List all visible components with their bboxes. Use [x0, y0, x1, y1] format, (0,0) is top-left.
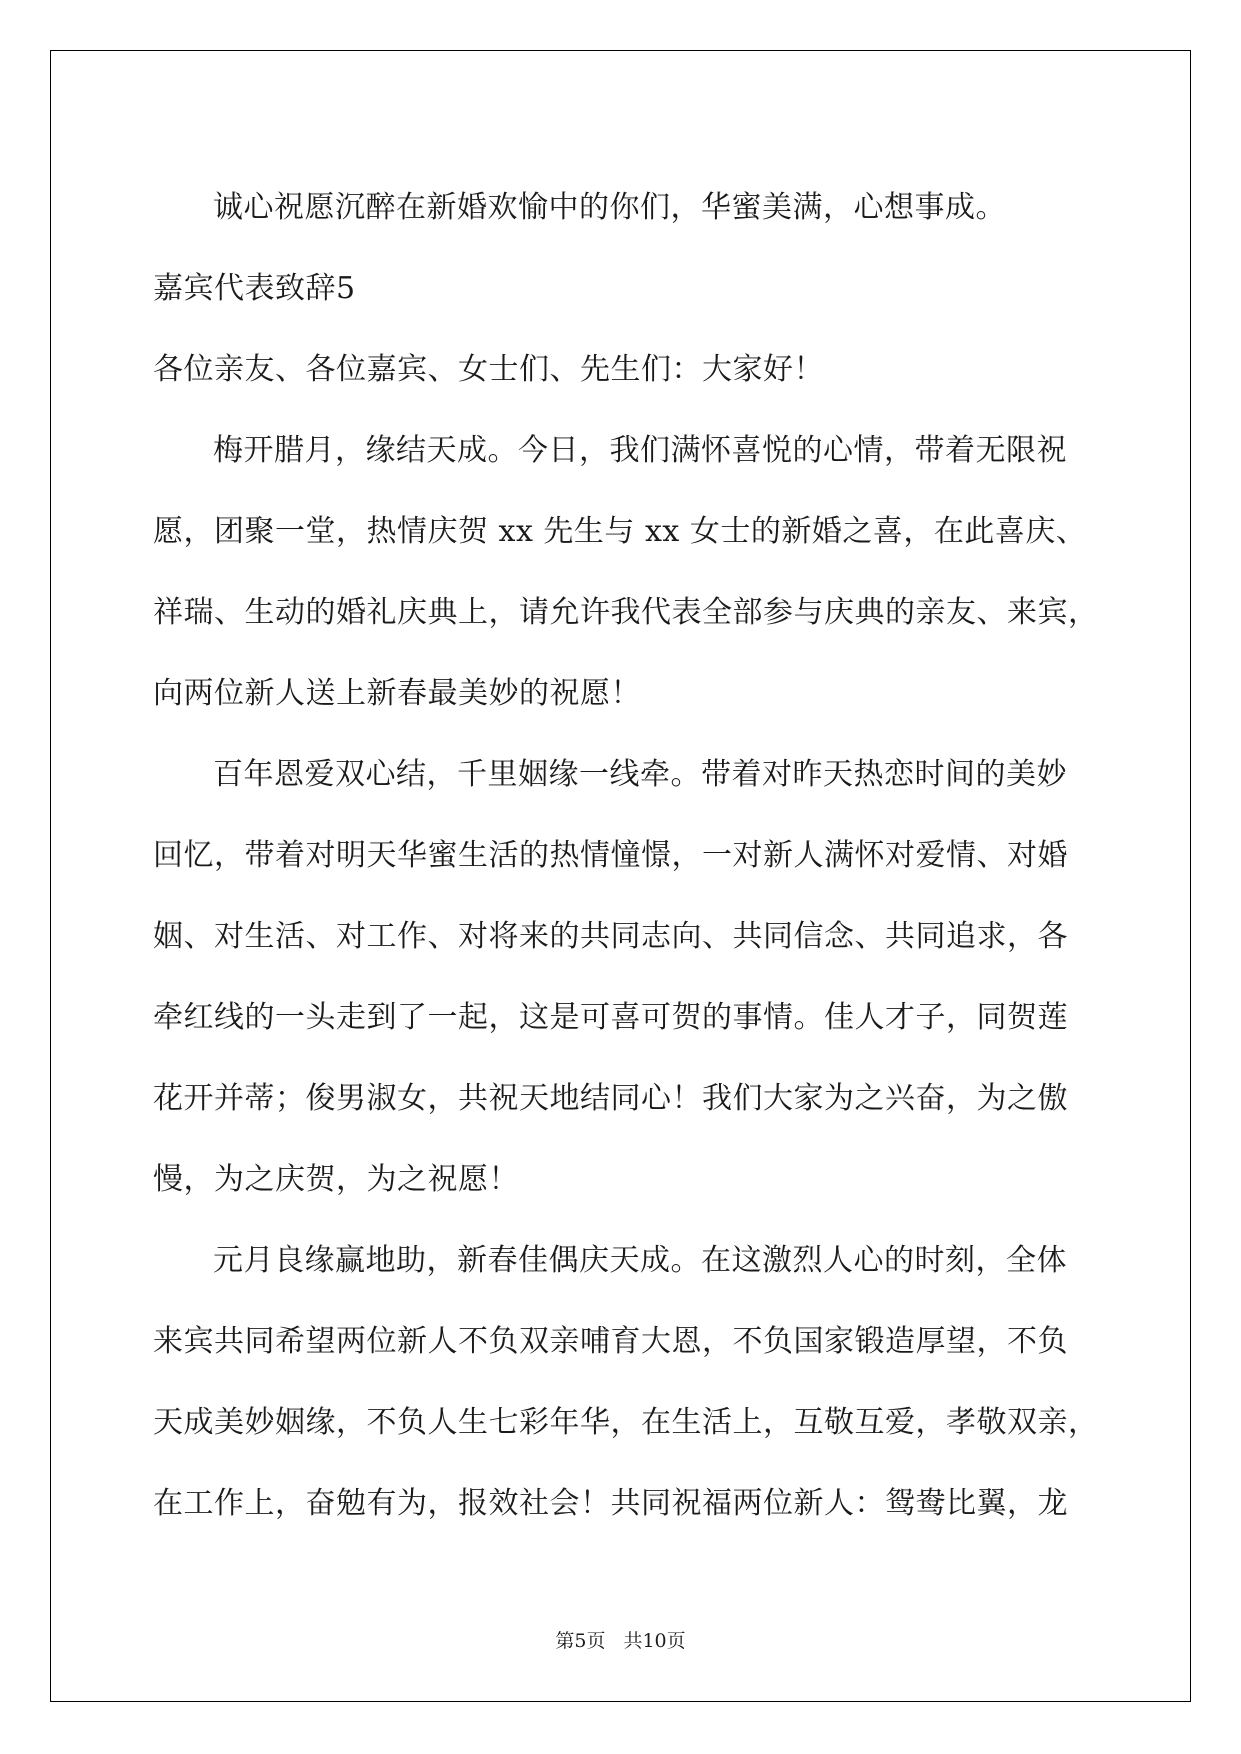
- paragraph-line: 天成美妙姻缘，不负人生七彩年华，在生活上，互敬互爱，孝敬双亲，: [153, 1405, 1099, 1440]
- paragraph-line: 祥瑞、生动的婚礼庆典上，请允许我代表全部参与庆典的亲友、来宾，: [153, 595, 1099, 630]
- page-total: 共10页: [623, 1630, 686, 1652]
- salutation-line: 各位亲友、各位嘉宾、女士们、先生们：大家好！: [153, 352, 824, 387]
- paragraph-line: 在工作上，奋勉有为，报效社会！共同祝福两位新人：鸳鸯比翼，龙: [153, 1486, 1068, 1521]
- paragraph-line: 愿，团聚一堂，热情庆贺 xx 先生与 xx 女士的新婚之喜，在此喜庆、: [153, 514, 1087, 549]
- paragraph-line: 来宾共同希望两位新人不负双亲哺育大恩，不负国家锻造厚望，不负: [153, 1324, 1068, 1359]
- paragraph-line: 梅开腊月，缘结天成。今日，我们满怀喜悦的心情，带着无限祝: [213, 433, 1067, 468]
- paragraph-line: 回忆，带着对明天华蜜生活的热情憧憬，一对新人满怀对爱情、对婚: [153, 838, 1068, 873]
- paragraph-line: 元月良缘赢地助，新春佳偶庆天成。在这激烈人心的时刻，全体: [213, 1243, 1067, 1278]
- section-heading: 嘉宾代表致辞5: [153, 271, 356, 306]
- page-number: 第5页: [555, 1630, 606, 1652]
- paragraph-line: 向两位新人送上新春最美妙的祝愿！: [153, 676, 641, 711]
- paragraph-line: 牵红线的一头走到了一起，这是可喜可贺的事情。佳人才子，同贺莲: [153, 1000, 1068, 1035]
- paragraph-line: 花开并蒂；俊男淑女，共祝天地结同心！我们大家为之兴奋，为之傲: [153, 1081, 1068, 1116]
- page-footer: [0, 1626, 1241, 1653]
- paragraph-line: 姻、对生活、对工作、对将来的共同志向、共同信念、共同追求，各: [153, 919, 1068, 954]
- paragraph-line: 慢，为之庆贺，为之祝愿！: [153, 1162, 519, 1197]
- paragraph-line: 诚心祝愿沉醉在新婚欢愉中的你们，华蜜美满，心想事成。: [213, 190, 1006, 225]
- document-body: [153, 167, 1099, 1544]
- paragraph-line: 百年恩爱双心结，千里姻缘一线牵。带着对昨天热恋时间的美妙: [213, 757, 1067, 792]
